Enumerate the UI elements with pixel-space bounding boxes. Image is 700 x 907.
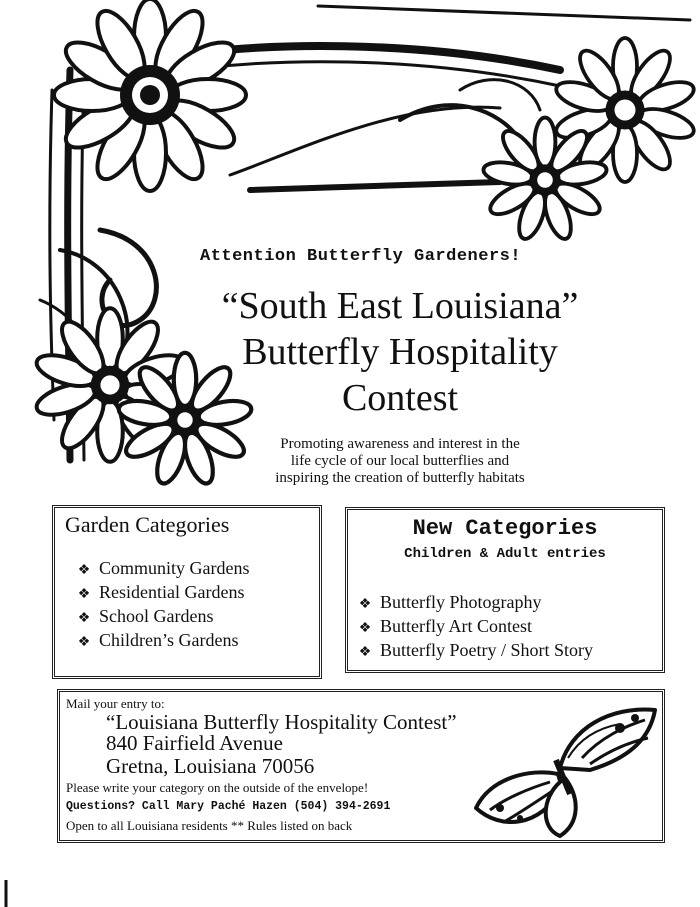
list-item bbox=[77, 556, 250, 580]
new-categories-box bbox=[345, 507, 665, 673]
contest-title bbox=[170, 283, 630, 421]
attention-heading: Attention Butterfly Gardeners! bbox=[200, 247, 522, 266]
intro-line: inspiring the creation of butterfly habitats bbox=[275, 470, 525, 486]
butterfly-icon bbox=[470, 698, 660, 838]
address-line: Gretna, Louisiana 70056 bbox=[106, 754, 315, 778]
contact-line: Questions? Call Mary Paché Hazen (504) 394-2691 bbox=[66, 800, 391, 813]
list-item bbox=[77, 628, 250, 652]
bullet-icon: ❖ bbox=[77, 635, 91, 650]
bullet-icon: ❖ bbox=[358, 621, 372, 636]
list-item bbox=[358, 614, 593, 638]
list-item bbox=[77, 580, 250, 604]
list-item-label: Butterfly Art Contest bbox=[380, 616, 532, 636]
address-line: 840 Fairfield Avenue bbox=[106, 731, 283, 755]
list-item bbox=[358, 638, 593, 662]
new-categories-subheading: Children & Adult entries bbox=[404, 546, 606, 562]
intro-line: Promoting awareness and interest in the bbox=[280, 436, 520, 452]
title-line: Butterfly Hospitality bbox=[242, 331, 558, 373]
title-line: “South East Louisiana” bbox=[221, 285, 579, 327]
list-item-label: Butterfly Photography bbox=[380, 592, 542, 612]
mailing-info-box bbox=[57, 689, 665, 843]
title-line: Contest bbox=[341, 377, 459, 419]
garden-categories-heading: Garden Categories bbox=[65, 512, 230, 537]
mail-label: Mail your entry to: bbox=[66, 696, 165, 711]
list-item-label: School Gardens bbox=[99, 606, 214, 626]
bullet-icon: ❖ bbox=[358, 645, 372, 660]
list-item-label: Children’s Gardens bbox=[99, 630, 239, 650]
mailing-address bbox=[106, 732, 314, 778]
intro-text bbox=[220, 436, 580, 487]
bullet-icon: ❖ bbox=[77, 563, 91, 578]
list-item-label: Community Gardens bbox=[99, 558, 250, 578]
eligibility-note: Open to all Louisiana residents ** Rules listed on back bbox=[66, 818, 353, 833]
envelope-note: Please write your category on the outside of the envelope! bbox=[66, 780, 369, 795]
new-categories-list bbox=[358, 590, 593, 662]
garden-categories-list bbox=[77, 556, 250, 652]
intro-line: life cycle of our local butterflies and bbox=[290, 453, 510, 469]
new-categories-heading: New Categories bbox=[412, 516, 598, 541]
bullet-icon: ❖ bbox=[77, 587, 91, 602]
garden-categories-box bbox=[52, 505, 322, 679]
list-item-label: Residential Gardens bbox=[99, 582, 245, 602]
bullet-icon: ❖ bbox=[77, 611, 91, 626]
list-item-label: Butterfly Poetry / Short Story bbox=[380, 640, 593, 660]
list-item bbox=[358, 590, 593, 614]
list-item bbox=[77, 604, 250, 628]
contest-name: “Louisiana Butterfly Hospitality Contest” bbox=[106, 710, 457, 734]
bullet-icon: ❖ bbox=[358, 597, 372, 612]
